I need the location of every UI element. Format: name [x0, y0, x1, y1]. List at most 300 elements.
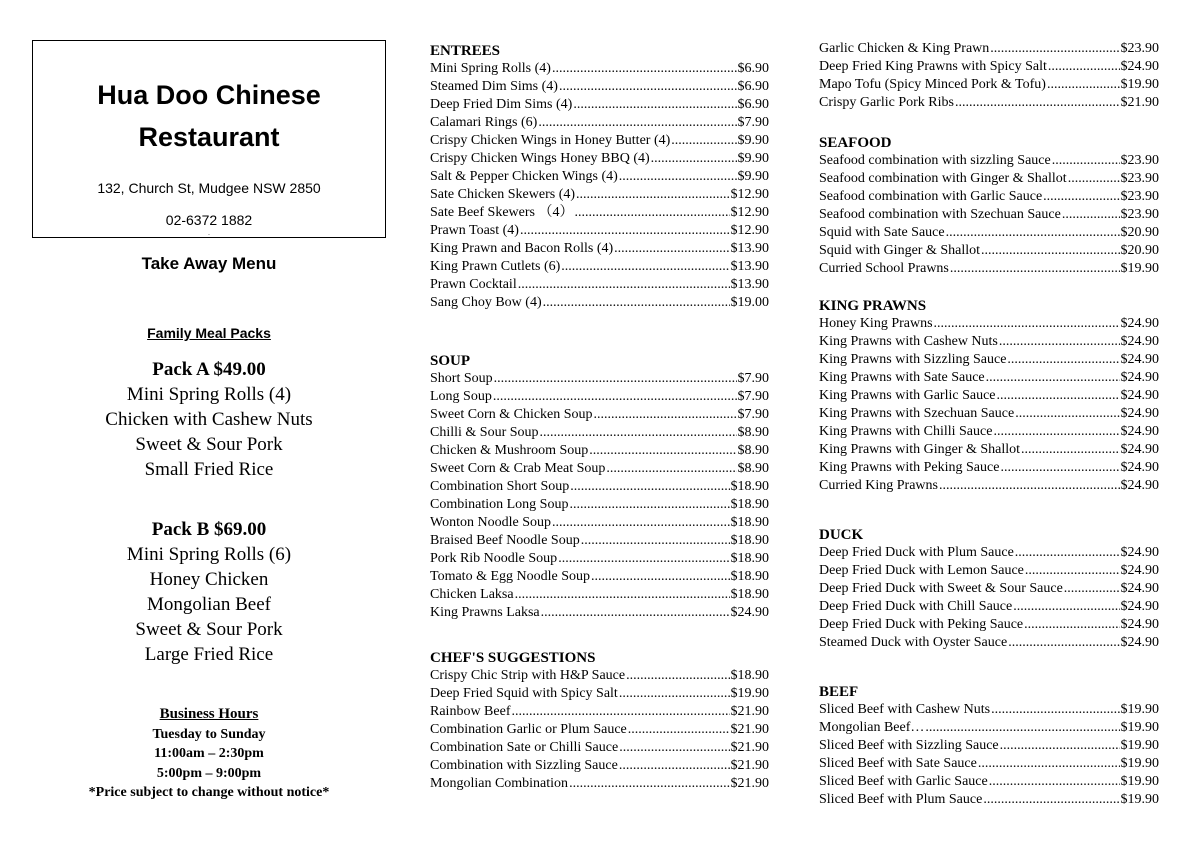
hours-days: Tuesday to Sunday	[152, 726, 266, 742]
pack-item: Chicken with Cashew Nuts	[105, 409, 313, 430]
menu-item-price: $7.90	[737, 389, 769, 404]
section-title: KING PRAWNS	[819, 298, 927, 314]
menu-item-price: $21.90	[730, 740, 769, 755]
menu-item-price: $9.90	[737, 169, 769, 184]
menu-item-row	[819, 315, 1159, 333]
dot-leader	[1015, 405, 1119, 423]
menu-item-price: $6.90	[737, 79, 769, 94]
dot-leader	[591, 568, 729, 586]
menu-item-row	[430, 370, 769, 388]
dot-leader	[541, 604, 730, 622]
menu-item-row	[430, 604, 769, 622]
dot-leader	[950, 260, 1120, 278]
menu-item-name: Sliced Beef with Sate Sauce	[819, 756, 977, 771]
menu-item-row	[819, 333, 1159, 351]
dot-leader	[1068, 170, 1120, 188]
menu-item-name: Crispy Chicken Wings Honey BBQ (4)	[430, 151, 650, 166]
section-title: DUCK	[819, 527, 864, 543]
menu-item-row	[430, 240, 769, 258]
dot-leader	[614, 240, 729, 258]
menu-item-row	[430, 60, 769, 78]
menu-item-name: Sliced Beef with Cashew Nuts	[819, 702, 991, 717]
dot-leader	[515, 586, 730, 604]
menu-item-name: King Prawn and Bacon Rolls (4)	[430, 241, 614, 256]
dot-leader	[569, 496, 729, 514]
dot-leader	[576, 186, 729, 204]
menu-item-price: $19.90	[1120, 720, 1159, 735]
menu-item-row	[819, 634, 1159, 652]
menu-item-row	[430, 150, 769, 168]
dot-leader	[1013, 598, 1119, 616]
menu-item-name: Crispy Chic Strip with H&P Sauce	[430, 668, 626, 683]
menu-item-name: Combination Short Soup	[430, 479, 570, 494]
dot-leader	[1064, 580, 1120, 598]
pack-item: Sweet & Sour Pork	[135, 434, 283, 455]
menu-item-row	[430, 568, 769, 586]
dot-leader	[1024, 616, 1119, 634]
menu-item-row	[430, 78, 769, 96]
dot-leader	[552, 514, 730, 532]
menu-item-price: $18.90	[730, 515, 769, 530]
dot-leader	[1048, 58, 1120, 76]
dot-leader	[990, 40, 1119, 58]
pack-a	[32, 357, 386, 482]
menu-item-price: $24.90	[1120, 478, 1159, 493]
menu-item-price: $19.90	[1120, 702, 1159, 717]
menu-item-row	[819, 387, 1159, 405]
pack-item: Honey Chicken	[149, 569, 269, 590]
menu-item-row	[819, 773, 1159, 791]
price-notice: *Price subject to change without notice*	[88, 785, 330, 800]
menu-item-name: Honey King Prawns	[819, 316, 933, 331]
menu-item-price: $13.90	[730, 241, 769, 256]
dot-leader	[589, 442, 736, 460]
dot-leader	[518, 276, 730, 294]
menu-item-row	[430, 294, 769, 312]
dot-leader	[983, 791, 1119, 809]
menu-item-row	[430, 478, 769, 496]
menu-item-row	[819, 188, 1159, 206]
menu-item-name: Deep Fried King Prawns with Spicy Salt	[819, 59, 1047, 74]
menu-item-name: Mongolian Combination	[430, 776, 569, 791]
dot-leader	[570, 478, 729, 496]
business-hours-title: Business Hours	[159, 706, 259, 722]
menu-item-price: $12.90	[730, 187, 769, 202]
menu-item-price: $24.90	[1120, 59, 1159, 74]
menu-item-price: $18.90	[730, 569, 769, 584]
pack-b	[32, 517, 386, 667]
menu-item-price: $20.90	[1120, 243, 1159, 258]
menu-item-row	[819, 580, 1159, 598]
menu-item-price: $19.90	[1120, 77, 1159, 92]
menu-item-row	[430, 132, 769, 150]
menu-item-price: $23.90	[1120, 171, 1159, 186]
dot-leader	[1015, 544, 1120, 562]
menu-item-name: Squid with Sate Sauce	[819, 225, 945, 240]
menu-item-price: $23.90	[1120, 41, 1159, 56]
menu-item-price: $24.90	[1120, 617, 1159, 632]
menu-item-name: Wonton Noodle Soup	[430, 515, 551, 530]
dot-leader	[552, 60, 737, 78]
menu-item-name: Curried School Prawns	[819, 261, 949, 276]
dot-leader	[543, 294, 730, 312]
menu-item-name: Mongolian Beef…	[819, 720, 925, 735]
dot-leader	[999, 333, 1120, 351]
menu-item-row	[819, 206, 1159, 224]
restaurant-phone: 02-6372 1882	[165, 212, 253, 228]
menu-item-name: King Prawns with Chilli Sauce	[819, 424, 993, 439]
menu-item-row	[430, 667, 769, 685]
menu-item-name: Braised Beef Noodle Soup	[430, 533, 580, 548]
menu-item-row	[819, 441, 1159, 459]
menu-item-row	[430, 204, 769, 222]
menu-item-price: $19.90	[730, 686, 769, 701]
dot-mark: .	[207, 228, 211, 237]
menu-item-row	[819, 562, 1159, 580]
dot-leader	[925, 719, 1119, 737]
menu-item-price: $21.90	[730, 758, 769, 773]
menu-item-price: $24.90	[1120, 424, 1159, 439]
menu-item-row	[819, 737, 1159, 755]
dot-leader	[619, 739, 729, 757]
menu-item-price: $21.90	[730, 722, 769, 737]
menu-item-name: Deep Fried Duck with Sweet & Sour Sauce	[819, 581, 1063, 596]
menu-item-row	[819, 423, 1159, 441]
dot-leader	[626, 667, 729, 685]
dot-leader	[993, 423, 1119, 441]
menu-item-name: King Prawns with Sizzling Sauce	[819, 352, 1007, 367]
menu-item-price: $24.90	[1120, 352, 1159, 367]
menu-item-name: Seafood combination with sizzling Sauce	[819, 153, 1051, 168]
menu-item-name: Garlic Chicken & King Prawn	[819, 41, 990, 56]
menu-item-row	[430, 96, 769, 114]
menu-item-price: $7.90	[737, 407, 769, 422]
menu-item-row	[819, 58, 1159, 76]
menu-item-price: $9.90	[737, 151, 769, 166]
dot-leader	[619, 168, 737, 186]
menu-item-price: $6.90	[737, 97, 769, 112]
dot-leader	[1052, 152, 1120, 170]
menu-item-row	[430, 222, 769, 240]
menu-item-row	[430, 406, 769, 424]
menu-item-name: Seafood combination with Szechuan Sauce	[819, 207, 1061, 222]
menu-item-row	[819, 369, 1159, 387]
menu-item-price: $7.90	[737, 115, 769, 130]
dot-leader	[978, 755, 1120, 773]
menu-item-name: King Prawns with Szechuan Sauce	[819, 406, 1015, 421]
section-beef	[819, 683, 1159, 809]
menu-item-price: $9.90	[737, 133, 769, 148]
menu-item-price: $24.90	[1120, 334, 1159, 349]
dot-leader	[939, 477, 1120, 495]
menu-item-name: Prawn Toast (4)	[430, 223, 519, 238]
section-chefs-suggestions-continued	[819, 40, 1159, 112]
dot-leader	[986, 369, 1120, 387]
menu-item-name: Pork Rib Noodle Soup	[430, 551, 558, 566]
menu-item-row	[430, 586, 769, 604]
menu-item-row	[430, 168, 769, 186]
menu-item-price: $12.90	[730, 205, 769, 220]
hours-lunch: 11:00am – 2:30pm	[154, 746, 264, 761]
menu-item-name: Deep Fried Duck with Chill Sauce	[819, 599, 1013, 614]
menu-item-name: King Prawns with Peking Sauce	[819, 460, 1000, 475]
dot-leader	[569, 775, 729, 793]
pack-b-heading: Pack B $69.00	[151, 519, 267, 540]
menu-item-name: Deep Fried Duck with Plum Sauce	[819, 545, 1014, 560]
menu-item-price: $18.90	[730, 497, 769, 512]
menu-item-name: King Prawn Cutlets (6)	[430, 259, 561, 274]
dot-leader	[1007, 351, 1119, 369]
menu-item-name: Chicken & Mushroom Soup	[430, 443, 589, 458]
menu-item-name: Sliced Beef with Plum Sauce	[819, 792, 983, 807]
dot-leader	[1043, 188, 1119, 206]
menu-item-row	[430, 739, 769, 757]
section-title: SEAFOOD	[819, 135, 892, 151]
menu-item-name: Sweet Corn & Chicken Soup	[430, 407, 593, 422]
dot-leader	[628, 721, 730, 739]
menu-item-name: Steamed Dim Sims (4)	[430, 79, 558, 94]
dot-leader	[594, 406, 737, 424]
dot-leader	[511, 703, 729, 721]
menu-item-row	[819, 351, 1159, 369]
dot-leader	[955, 94, 1120, 112]
menu-item-row	[819, 260, 1159, 278]
menu-item-price: $18.90	[730, 668, 769, 683]
section-king-prawns	[819, 297, 1159, 495]
menu-item-name: Rainbow Beef	[430, 704, 511, 719]
menu-item-price: $13.90	[730, 259, 769, 274]
menu-item-row	[430, 114, 769, 132]
menu-item-row	[430, 532, 769, 550]
menu-item-row	[819, 719, 1159, 737]
restaurant-info-box	[32, 40, 386, 238]
dot-leader	[561, 258, 729, 276]
menu-item-row	[819, 598, 1159, 616]
dot-leader	[1000, 737, 1120, 755]
menu-item-price: $21.90	[730, 776, 769, 791]
menu-item-name: Salt & Pepper Chicken Wings (4)	[430, 169, 618, 184]
menu-item-price: $18.90	[730, 533, 769, 548]
dot-leader	[1062, 206, 1120, 224]
dot-leader	[540, 424, 737, 442]
menu-item-row	[430, 775, 769, 793]
section-seafood	[819, 134, 1159, 278]
dot-leader	[581, 532, 730, 550]
menu-item-row	[430, 496, 769, 514]
menu-item-row	[819, 755, 1159, 773]
menu-item-price: $24.90	[1120, 406, 1159, 421]
menu-item-price: $7.90	[737, 371, 769, 386]
section-chefs-suggestions	[430, 649, 769, 793]
menu-item-price: $19.00	[730, 295, 769, 310]
menu-item-name: Crispy Chicken Wings in Honey Butter (4)	[430, 133, 671, 148]
menu-item-name: Deep Fried Squid with Spicy Salt	[430, 686, 618, 701]
dot-leader	[493, 388, 737, 406]
menu-item-name: Calamari Rings (6)	[430, 115, 538, 130]
menu-item-row	[430, 186, 769, 204]
menu-item-price: $24.90	[1120, 581, 1159, 596]
menu-item-row	[430, 388, 769, 406]
menu-item-name: Combination Long Soup	[430, 497, 569, 512]
dot-leader	[558, 550, 729, 568]
menu-item-row	[430, 703, 769, 721]
menu-item-name: King Prawns with Garlic Sauce	[819, 388, 996, 403]
menu-item-row	[819, 701, 1159, 719]
menu-item-price: $19.90	[1120, 792, 1159, 807]
menu-item-name: Sate Beef Skewers （4）	[430, 205, 574, 220]
menu-item-price: $13.90	[730, 277, 769, 292]
menu-item-row	[430, 442, 769, 460]
menu-item-name: Combination Garlic or Plum Sauce	[430, 722, 627, 737]
menu-item-price: $21.90	[730, 704, 769, 719]
dot-leader	[1000, 459, 1119, 477]
menu-item-row	[819, 242, 1159, 260]
menu-item-name: Mini Spring Rolls (4)	[430, 61, 551, 76]
dot-leader	[573, 96, 736, 114]
menu-item-name: Sliced Beef with Sizzling Sauce	[819, 738, 999, 753]
menu-item-name: Long Soup	[430, 389, 492, 404]
pack-item: Small Fried Rice	[144, 459, 274, 480]
menu-item-price: $8.90	[737, 425, 769, 440]
section-title: SOUP	[430, 353, 471, 369]
pack-item: Large Fried Rice	[144, 644, 274, 665]
dot-leader	[981, 242, 1120, 260]
menu-item-row	[819, 616, 1159, 634]
menu-item-row	[819, 405, 1159, 423]
menu-item-price: $24.90	[1120, 599, 1159, 614]
menu-item-price: $18.90	[730, 587, 769, 602]
pack-item: Mini Spring Rolls (6)	[126, 544, 292, 565]
menu-item-name: Combination with Sizzling Sauce	[430, 758, 618, 773]
menu-item-name: Sliced Beef with Garlic Sauce	[819, 774, 988, 789]
menu-item-price: $18.90	[730, 479, 769, 494]
family-meal-packs-title: Family Meal Packs	[147, 325, 271, 341]
pack-a-heading: Pack A $49.00	[152, 359, 266, 380]
menu-item-name: Crispy Garlic Pork Ribs	[819, 95, 954, 110]
menu-item-row	[819, 76, 1159, 94]
takeaway-menu-title: Take Away Menu	[141, 254, 277, 273]
dot-leader	[1025, 562, 1120, 580]
dot-leader	[997, 387, 1120, 405]
menu-item-name: Seafood combination with Ginger & Shallot	[819, 171, 1067, 186]
section-title: BEEF	[819, 684, 859, 700]
menu-item-row	[819, 152, 1159, 170]
menu-item-row	[819, 170, 1159, 188]
menu-item-price: $19.90	[1120, 738, 1159, 753]
menu-item-row	[430, 460, 769, 478]
menu-item-row	[819, 477, 1159, 495]
menu-item-price: $23.90	[1120, 153, 1159, 168]
dot-leader	[494, 370, 737, 388]
dot-leader	[934, 315, 1120, 333]
menu-item-row	[430, 424, 769, 442]
hours-dinner: 5:00pm – 9:00pm	[156, 765, 262, 781]
section-title: CHEF'S SUGGESTIONS	[430, 650, 596, 666]
menu-item-row	[819, 40, 1159, 58]
menu-item-name: King Prawns with Sate Sauce	[819, 370, 985, 385]
dot-leader	[606, 460, 736, 478]
menu-item-name: Deep Fried Duck with Peking Sauce	[819, 617, 1024, 632]
dot-leader	[1021, 441, 1119, 459]
menu-item-name: Sweet Corn & Crab Meat Soup	[430, 461, 606, 476]
menu-item-price: $6.90	[737, 61, 769, 76]
menu-item-price: $24.90	[1120, 388, 1159, 403]
dot-leader	[574, 204, 729, 222]
menu-item-price: $12.90	[730, 223, 769, 238]
menu-item-price: $23.90	[1120, 189, 1159, 204]
menu-item-name: Seafood combination with Garlic Sauce	[819, 189, 1043, 204]
menu-item-price: $24.90	[1120, 370, 1159, 385]
menu-item-price: $24.90	[1120, 635, 1159, 650]
dot-leader	[538, 114, 736, 132]
dot-leader	[651, 150, 737, 168]
dot-leader	[1008, 634, 1119, 652]
section-soup	[430, 352, 769, 622]
menu-item-name: Curried King Prawns	[819, 478, 938, 493]
menu-item-row	[819, 224, 1159, 242]
menu-item-name: Short Soup	[430, 371, 493, 386]
menu-item-price: $8.90	[737, 461, 769, 476]
menu-item-price: $24.90	[1120, 442, 1159, 457]
menu-item-name: Steamed Duck with Oyster Sauce	[819, 635, 1008, 650]
menu-item-name: Squid with Ginger & Shallot	[819, 243, 980, 258]
menu-item-price: $23.90	[1120, 207, 1159, 222]
dot-leader	[520, 222, 730, 240]
menu-item-price: $24.90	[1120, 316, 1159, 331]
pack-item: Mongolian Beef	[146, 594, 271, 615]
section-duck	[819, 526, 1159, 652]
menu-item-name: King Prawns with Cashew Nuts	[819, 334, 998, 349]
menu-item-price: $21.90	[1120, 95, 1159, 110]
menu-item-row	[430, 550, 769, 568]
menu-item-row	[819, 459, 1159, 477]
menu-item-name: King Prawns Laksa	[430, 605, 540, 620]
menu-item-price: $24.90	[1120, 563, 1159, 578]
menu-item-row	[430, 757, 769, 775]
pack-item: Mini Spring Rolls (4)	[126, 384, 292, 405]
restaurant-address: 132, Church St, Mudgee NSW 2850	[97, 180, 321, 196]
section-entrees	[430, 42, 769, 312]
dot-leader	[946, 224, 1120, 242]
restaurant-name-line1: Hua Doo Chinese	[97, 80, 321, 110]
dot-leader	[619, 757, 730, 775]
menu-item-price: $19.90	[1120, 756, 1159, 771]
menu-item-price: $18.90	[730, 551, 769, 566]
menu-item-name: Tomato & Egg Noodle Soup	[430, 569, 591, 584]
dot-leader	[559, 78, 737, 96]
menu-item-name: Sang Choy Bow (4)	[430, 295, 542, 310]
menu-item-row	[430, 258, 769, 276]
menu-item-name: King Prawns with Ginger & Shallot	[819, 442, 1021, 457]
dot-leader	[991, 701, 1119, 719]
business-hours	[32, 705, 386, 803]
dot-leader	[1047, 76, 1120, 94]
dot-leader	[989, 773, 1120, 791]
menu-item-name: Combination Sate or Chilli Sauce	[430, 740, 619, 755]
menu-item-name: Deep Fried Dim Sims (4)	[430, 97, 573, 112]
menu-item-row	[819, 791, 1159, 809]
menu-item-row	[430, 514, 769, 532]
menu-item-name: Chicken Laksa	[430, 587, 514, 602]
dot-leader	[671, 132, 736, 150]
pack-item: Sweet & Sour Pork	[135, 619, 283, 640]
menu-item-name: Sate Chicken Skewers (4)	[430, 187, 576, 202]
menu-item-name: Prawn Cocktail	[430, 277, 517, 292]
dot-leader	[619, 685, 730, 703]
section-title: ENTREES	[430, 43, 501, 59]
menu-item-name: Mapo Tofu (Spicy Minced Pork & Tofu)	[819, 77, 1046, 92]
restaurant-name-line2: Restaurant	[138, 122, 280, 152]
